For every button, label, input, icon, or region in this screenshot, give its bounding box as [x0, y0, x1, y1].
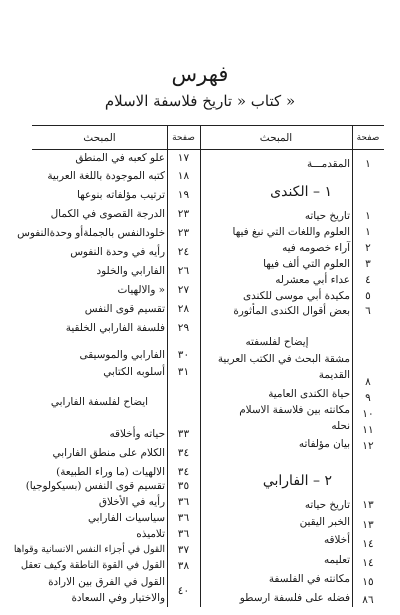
index-entry: رأيه في الأخلاق — [98, 496, 165, 508]
index-entry: عداء أبي معشرله — [275, 274, 350, 286]
page-number: ١٠ — [362, 408, 374, 420]
header-page-right: صفحة — [356, 133, 380, 143]
index-entry: رأيه في وحدة النفوس — [70, 246, 165, 258]
page-number: ١١ — [362, 424, 374, 436]
page-number: ٣٥ — [177, 480, 190, 492]
page-number: ١٢ — [362, 440, 374, 452]
page-number: ١٤ — [362, 557, 374, 569]
page-number: ٣٣ — [177, 428, 190, 440]
page-number: ١٧ — [177, 152, 190, 164]
page-number: ٤٠ — [177, 585, 190, 597]
index-entry: بيان مؤلفاته — [298, 438, 350, 450]
index-entry: العلوم واللغات التي نبغ فيها — [232, 226, 350, 238]
index-entry: المقدمـــة — [306, 158, 350, 170]
index-entry: القول في القوة الناطقة وكيف تعقل — [20, 560, 165, 571]
table-top-rule — [32, 125, 384, 126]
page-number: ٢٣ — [177, 227, 190, 239]
page-number: ٥ — [365, 290, 371, 302]
column-divider — [352, 125, 353, 607]
index-entry: تقسيم قوى النفس — [84, 303, 165, 315]
index-entry: تاريخ حياته — [304, 499, 350, 511]
page-number: ١٨ — [177, 170, 190, 182]
header-topic-left: المبحث — [83, 132, 116, 144]
index-entry: بعض أقوال الكندى المأثورة — [233, 305, 350, 317]
page-number: ٣٤ — [177, 466, 190, 478]
index-entry: آراء خصومه فيه — [282, 242, 350, 254]
page-number: ١ — [365, 158, 371, 170]
index-entry: سياسيات الفارابي — [87, 512, 165, 524]
page-number: ٢٨ — [177, 303, 190, 315]
book-subtitle: كتاب « تاريخ فلاسفة الاسلام » — [104, 92, 296, 110]
page-number: ٨٦ — [362, 594, 374, 606]
index-entry: العلوم التي ألف فيها — [263, 258, 350, 270]
header-topic-right: المبحث — [259, 132, 293, 144]
page-number: ١٣ — [362, 499, 374, 511]
index-entry: كتبه الموجودة باللغة العربية — [47, 170, 165, 182]
page-number: ٣٠ — [177, 349, 190, 361]
index-entry: حياة الكندى العامية — [268, 388, 350, 400]
index-entry: القديمة — [318, 369, 350, 381]
index-entry: مشقة البحث في الكتب العربية — [217, 353, 350, 365]
index-entry: والاختيار وفي السعادة — [71, 592, 165, 604]
index-entry: أخلاقه — [323, 534, 350, 546]
index-entry: فلسفة الفارابي الخلقية — [65, 322, 165, 334]
index-entry: الخبر اليقين — [299, 516, 350, 528]
page-number: ٦ — [365, 305, 371, 317]
page-number: ١٥ — [362, 576, 374, 588]
index-entry: خلودالنفس بالجملةأو وحدةالنفوس — [17, 227, 165, 239]
section-heading: ١ – الكندى — [270, 184, 332, 200]
index-table — [13, 125, 384, 607]
page-number: ٨ — [365, 376, 371, 388]
page-number: ٢٤ — [177, 246, 190, 258]
page-title: فهرس — [171, 62, 229, 86]
index-entry: تلاميذه — [136, 528, 165, 540]
index-entry: القول في أجزاء النفس الانسانية وقواها — [13, 544, 165, 555]
page-number: ٣٨ — [177, 560, 190, 572]
index-entry: تاريخ حياته — [304, 210, 350, 222]
index-entry: مكانته بين فلاسفة الاسلام — [239, 404, 350, 416]
page-number: ١٣ — [362, 519, 374, 531]
index-entry: الفارابي والخلود — [96, 265, 165, 277]
page-number: ٢٧ — [177, 284, 190, 296]
index-entry: مكانته في الفلسفة — [268, 573, 350, 585]
header-page-left: صفحة — [172, 133, 195, 143]
index-entry: نحله — [331, 420, 350, 432]
section-heading: ٢ – الفارابي — [262, 473, 332, 489]
index-entry: ترتيب مؤلفاته بنوعها — [77, 189, 165, 201]
index-entry: علو كعبه في المنطق — [75, 152, 165, 164]
index-entry: فضله على فلسفة ارسطو — [239, 592, 350, 604]
index-entry: الفارابي والموسيقى — [79, 349, 165, 361]
table-header-rule — [32, 149, 384, 150]
page-number: ٣٧ — [177, 544, 190, 556]
index-entry: مكيدة أبي موسى للكندى — [242, 290, 350, 302]
page-number: ٣٦ — [177, 528, 190, 540]
page-number: ٣٤ — [177, 447, 190, 459]
index-entry: ايضاح لفلسفة الفارابي — [50, 396, 149, 408]
page-number: ١٩ — [177, 189, 190, 201]
page-number: ١٤ — [362, 538, 374, 550]
index-entry: « والالهيات — [117, 284, 165, 296]
column-divider — [200, 125, 201, 607]
page-number: ١ — [365, 226, 371, 238]
index-entry: تعليمه — [323, 554, 350, 566]
page-number: ٢٩ — [177, 322, 190, 334]
page-number: ٤ — [365, 274, 371, 286]
index-entry: الكلام على منطق الفارابي — [52, 447, 165, 459]
page-number: ٣١ — [177, 366, 190, 378]
index-entry: حياته وأخلاقه — [109, 428, 165, 440]
page-number: ٢ — [365, 242, 371, 254]
index-entry: أسلوبه الكتابي — [103, 366, 165, 378]
page-number: ٩ — [365, 392, 371, 404]
index-entry: تقسيم قوى النفس (بسيكولوجيا) — [25, 480, 165, 492]
index-entry: الدرجة القصوى في الكمال — [50, 208, 165, 220]
index-entry: القول في الفرق بين الارادة — [48, 576, 165, 588]
index-entry: الالهيات (ما وراء الطبيعة) — [56, 466, 165, 478]
page-number: ٢٦ — [177, 265, 190, 277]
page-number: ٣ — [365, 258, 371, 270]
page-number: ١ — [365, 210, 371, 222]
page-number: ٣٦ — [177, 512, 190, 524]
page-number: ٢٣ — [177, 208, 190, 220]
page-number: ٣٦ — [177, 496, 190, 508]
index-entry: إيضاح لفلسفته — [245, 336, 309, 348]
